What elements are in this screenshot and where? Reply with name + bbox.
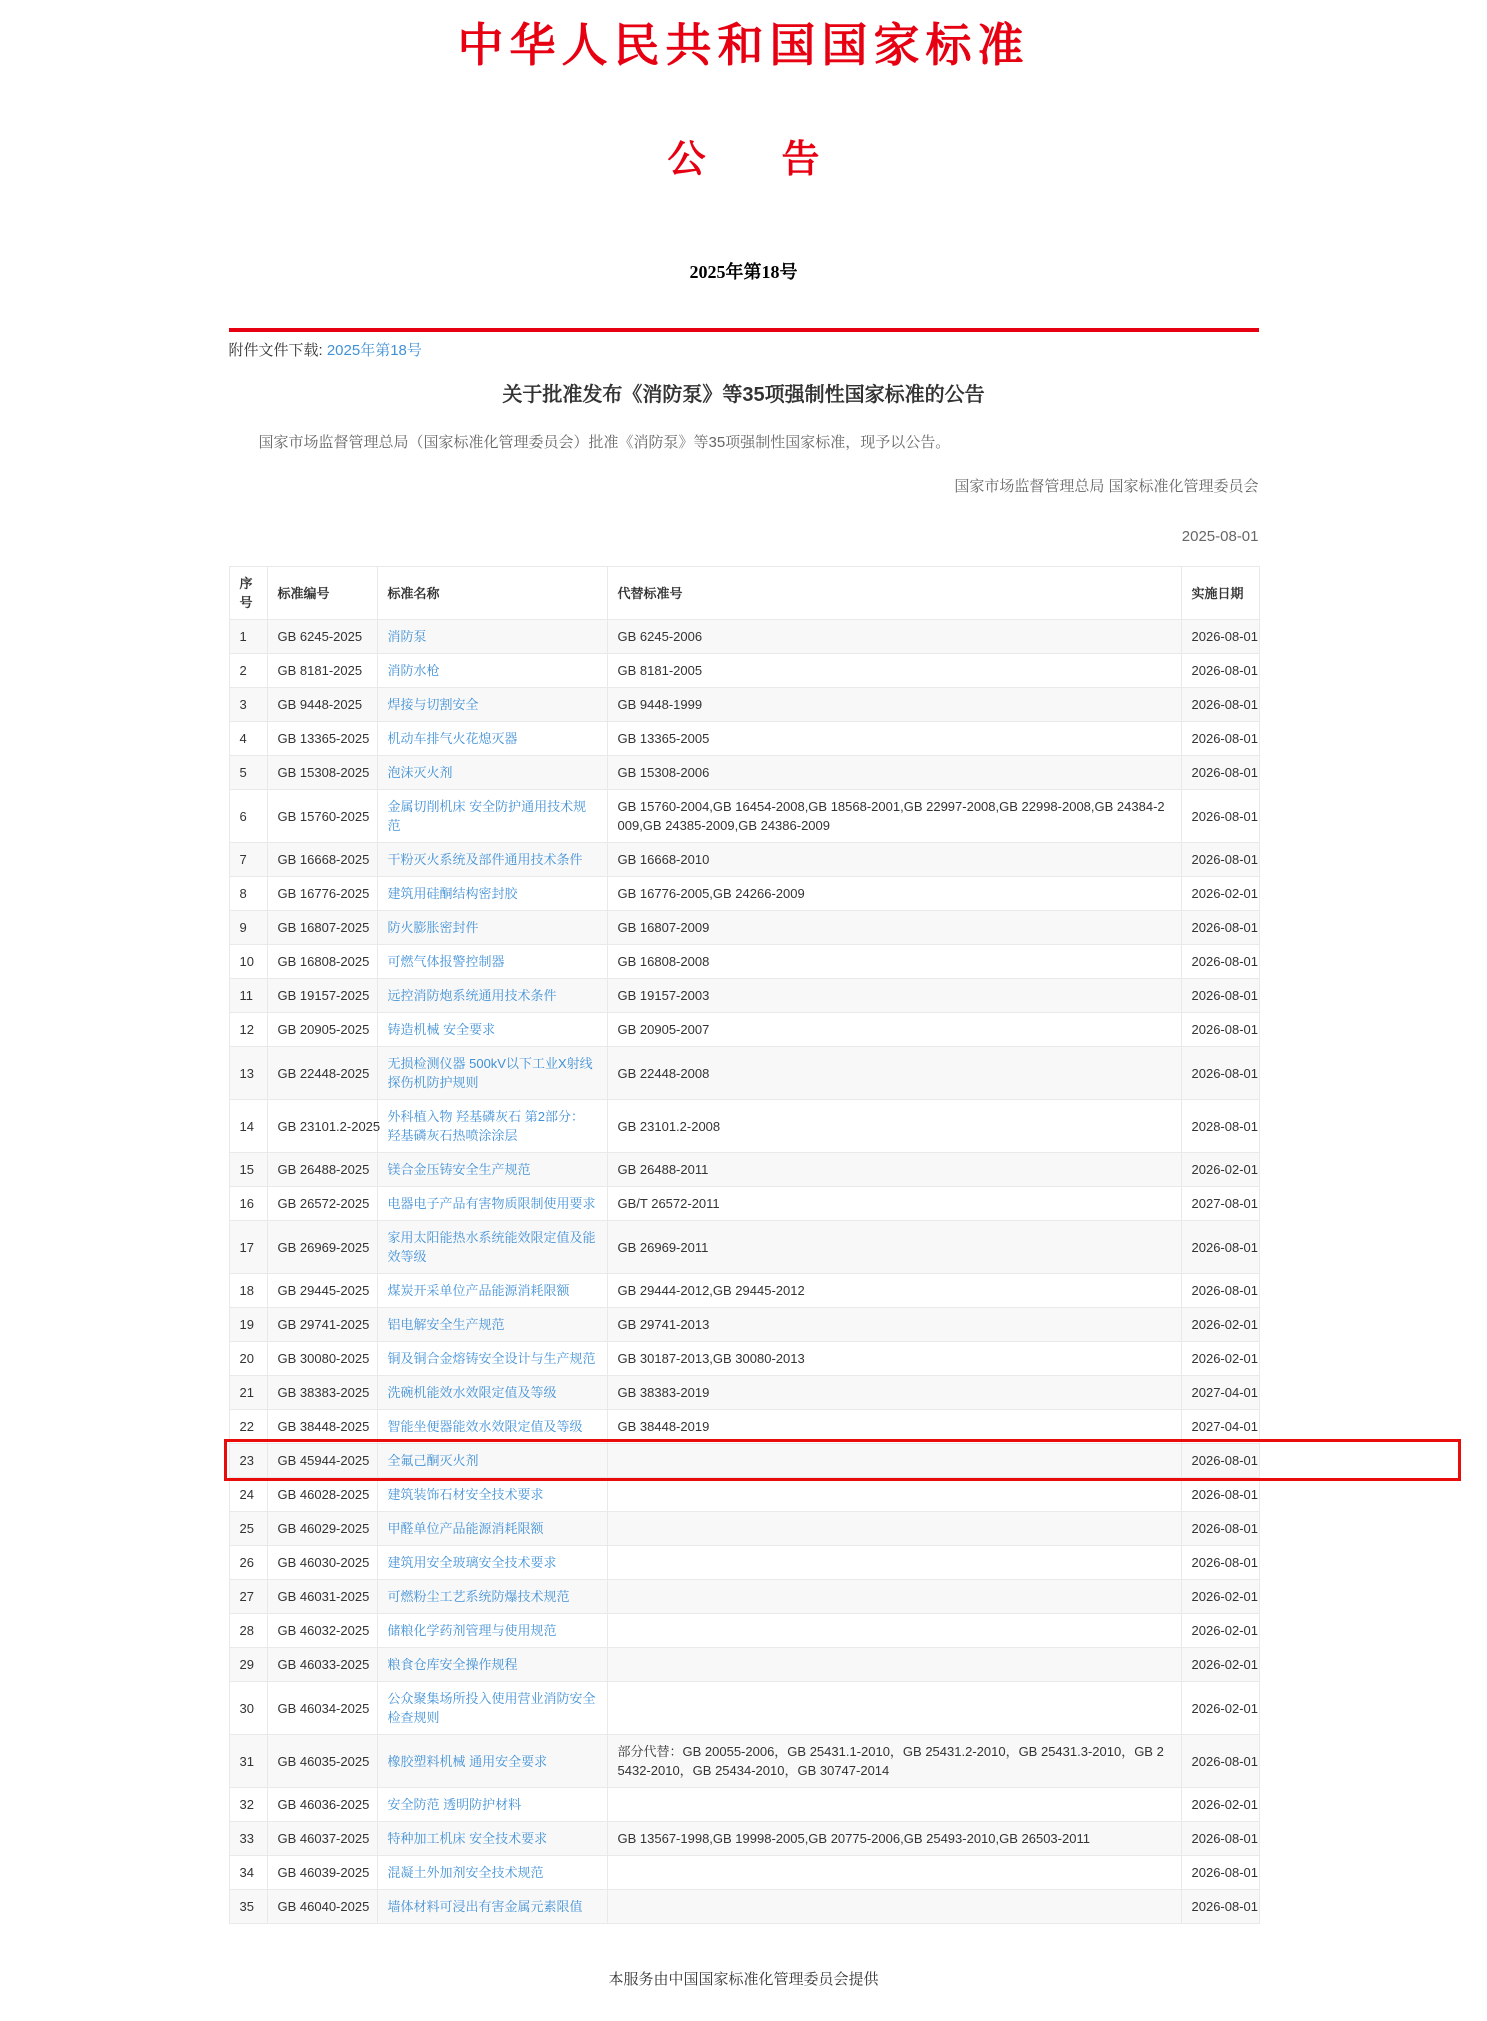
implementation-date: 2027-04-01 bbox=[1181, 1376, 1259, 1410]
replaced-standards bbox=[607, 1512, 1181, 1546]
standard-name-link[interactable]: 铸造机械 安全要求 bbox=[387, 1022, 496, 1037]
standards-table-wrap bbox=[229, 566, 1259, 1924]
table-row bbox=[229, 911, 1259, 945]
table-row bbox=[229, 1376, 1259, 1410]
replaced-standards bbox=[607, 1788, 1181, 1822]
standard-name-cell bbox=[377, 1221, 607, 1274]
standard-name-link[interactable]: 消防水枪 bbox=[387, 663, 440, 678]
standard-name-cell bbox=[377, 620, 607, 654]
replaced-standards: GB 22448-2008 bbox=[607, 1047, 1181, 1100]
table-row bbox=[229, 1512, 1259, 1546]
standard-name-link[interactable]: 铜及铜合金熔铸安全设计与生产规范 bbox=[387, 1351, 596, 1366]
table-row bbox=[229, 1410, 1259, 1444]
standard-code: GB 46033-2025 bbox=[267, 1648, 377, 1682]
replaced-standards bbox=[607, 1890, 1181, 1924]
standard-name-link[interactable]: 建筑用安全玻璃安全技术要求 bbox=[387, 1555, 557, 1570]
row-seq: 12 bbox=[229, 1013, 267, 1047]
table-row bbox=[229, 1614, 1259, 1648]
standard-code: GB 46040-2025 bbox=[267, 1890, 377, 1924]
replaced-standards: GB 20905-2007 bbox=[607, 1013, 1181, 1047]
table-row bbox=[229, 1100, 1259, 1153]
implementation-date: 2026-08-01 bbox=[1181, 1478, 1259, 1512]
standard-name-cell bbox=[377, 1512, 607, 1546]
table-row bbox=[229, 620, 1259, 654]
replaced-standards: GB 26969-2011 bbox=[607, 1221, 1181, 1274]
masthead-title: 中华人民共和国国家标准 bbox=[457, 20, 1030, 71]
replaced-standards: GB 13365-2005 bbox=[607, 722, 1181, 756]
standard-name-cell bbox=[377, 688, 607, 722]
implementation-date: 2026-08-01 bbox=[1181, 722, 1259, 756]
standard-name-link[interactable]: 橡胶塑料机械 通用安全要求 bbox=[387, 1753, 548, 1769]
replaced-standards: GB 16668-2010 bbox=[607, 843, 1181, 877]
replaced-standards: GB 29444-2012,GB 29445-2012 bbox=[607, 1274, 1181, 1308]
table-header-row bbox=[229, 567, 1259, 620]
replaced-standards bbox=[607, 1444, 1181, 1478]
standard-name-cell bbox=[377, 1376, 607, 1410]
row-seq: 21 bbox=[229, 1376, 267, 1410]
row-seq: 33 bbox=[229, 1822, 267, 1856]
attachment-line bbox=[229, 334, 1259, 362]
replaced-standards: 部分代替：GB 20055-2006，GB 25431.1-2010，GB 25431.2-2010，GB 25431.3-2010，GB 25432-2010，GB 25434-2010，GB 30747-2014 bbox=[607, 1735, 1181, 1788]
standard-name-cell bbox=[377, 1308, 607, 1342]
masthead-subtitle: 公 告 bbox=[667, 139, 820, 181]
row-seq: 27 bbox=[229, 1580, 267, 1614]
standard-name-link[interactable]: 安全防范 透明防护材料 bbox=[387, 1797, 522, 1812]
replaced-standards: GB 16808-2008 bbox=[607, 945, 1181, 979]
replaced-standards: GB 16776-2005,GB 24266-2009 bbox=[607, 877, 1181, 911]
implementation-date: 2026-08-01 bbox=[1181, 1822, 1259, 1856]
implementation-date: 2026-08-01 bbox=[1181, 1512, 1259, 1546]
row-seq: 16 bbox=[229, 1187, 267, 1221]
replaced-standards: GB 29741-2013 bbox=[607, 1308, 1181, 1342]
standard-code: GB 20905-2025 bbox=[267, 1013, 377, 1047]
table-row bbox=[229, 722, 1259, 756]
row-seq: 22 bbox=[229, 1410, 267, 1444]
implementation-date: 2026-08-01 bbox=[1181, 1890, 1259, 1924]
standard-name-cell bbox=[377, 1153, 607, 1187]
standard-code: GB 26488-2025 bbox=[267, 1153, 377, 1187]
standard-name-link[interactable]: 智能坐便器能效水效限定值及等级 bbox=[387, 1419, 583, 1434]
row-seq: 32 bbox=[229, 1788, 267, 1822]
table-row bbox=[229, 1856, 1259, 1890]
standard-name-link[interactable]: 储粮化学药剂管理与使用规范 bbox=[387, 1623, 557, 1638]
table-row bbox=[229, 1444, 1259, 1478]
replaced-standards: GB 26488-2011 bbox=[607, 1153, 1181, 1187]
standard-name-link[interactable]: 泡沫灭火剂 bbox=[387, 765, 453, 780]
standard-name-link[interactable]: 家用太阳能热水系统能效限定值及能效等级 bbox=[387, 1230, 596, 1264]
replaced-standards: GB 23101.2-2008 bbox=[607, 1100, 1181, 1153]
standard-name-link[interactable]: 电器电子产品有害物质限制使用要求 bbox=[387, 1196, 596, 1211]
standard-name-link[interactable]: 公众聚集场所投入使用营业消防安全检查规则 bbox=[387, 1691, 596, 1725]
implementation-date: 2026-02-01 bbox=[1181, 1153, 1259, 1187]
implementation-date: 2026-08-01 bbox=[1181, 911, 1259, 945]
masthead bbox=[0, 0, 1487, 282]
replaced-standards bbox=[607, 1580, 1181, 1614]
standard-name-cell bbox=[377, 1735, 607, 1788]
table-row bbox=[229, 1580, 1259, 1614]
implementation-date: 2026-08-01 bbox=[1181, 979, 1259, 1013]
table-row bbox=[229, 1221, 1259, 1274]
implementation-date: 2026-08-01 bbox=[1181, 945, 1259, 979]
table-row bbox=[229, 843, 1259, 877]
table-row bbox=[229, 756, 1259, 790]
standard-code: GB 13365-2025 bbox=[267, 722, 377, 756]
implementation-date: 2026-08-01 bbox=[1181, 1546, 1259, 1580]
footer-text: 本服务由中国国家标准化管理委员会提供 bbox=[608, 1971, 879, 1988]
table-row bbox=[229, 1890, 1259, 1924]
replaced-standards bbox=[607, 1546, 1181, 1580]
standard-name-cell bbox=[377, 756, 607, 790]
replaced-standards bbox=[607, 1614, 1181, 1648]
standard-code: GB 15760-2025 bbox=[267, 790, 377, 843]
table-row bbox=[229, 1546, 1259, 1580]
row-seq: 6 bbox=[229, 790, 267, 843]
standard-code: GB 8181-2025 bbox=[267, 654, 377, 688]
column-header-3: 代替标准号 bbox=[607, 567, 1181, 620]
standard-name-cell bbox=[377, 843, 607, 877]
standard-code: GB 46034-2025 bbox=[267, 1682, 377, 1735]
standard-name-cell bbox=[377, 945, 607, 979]
column-header-4: 实施日期 bbox=[1181, 567, 1259, 620]
replaced-standards: GB 38448-2019 bbox=[607, 1410, 1181, 1444]
table-row bbox=[229, 1187, 1259, 1221]
row-seq: 17 bbox=[229, 1221, 267, 1274]
standard-code: GB 16776-2025 bbox=[267, 877, 377, 911]
table-row bbox=[229, 1153, 1259, 1187]
standard-code: GB 38383-2025 bbox=[267, 1376, 377, 1410]
standard-code: GB 46037-2025 bbox=[267, 1822, 377, 1856]
standard-name-link[interactable]: 可燃粉尘工艺系统防爆技术规范 bbox=[387, 1589, 570, 1604]
implementation-date: 2026-08-01 bbox=[1181, 1274, 1259, 1308]
replaced-standards bbox=[607, 1648, 1181, 1682]
standard-name-cell bbox=[377, 1478, 607, 1512]
table-row bbox=[229, 1013, 1259, 1047]
implementation-date: 2026-02-01 bbox=[1181, 1682, 1259, 1735]
standard-name-link[interactable]: 铝电解安全生产规范 bbox=[387, 1317, 505, 1332]
standard-code: GB 9448-2025 bbox=[267, 688, 377, 722]
row-seq: 29 bbox=[229, 1648, 267, 1682]
row-seq: 8 bbox=[229, 877, 267, 911]
table-row bbox=[229, 1308, 1259, 1342]
announcement-date: 2025-08-01 bbox=[1181, 528, 1259, 545]
row-seq: 18 bbox=[229, 1274, 267, 1308]
replaced-standards: GB 38383-2019 bbox=[607, 1376, 1181, 1410]
row-seq: 24 bbox=[229, 1478, 267, 1512]
column-header-0: 序号 bbox=[229, 567, 267, 620]
implementation-date: 2026-08-01 bbox=[1181, 790, 1259, 843]
implementation-date: 2026-08-01 bbox=[1181, 1221, 1259, 1274]
row-seq: 7 bbox=[229, 843, 267, 877]
standard-name-link[interactable]: 焊接与切割安全 bbox=[387, 697, 479, 712]
attachment-label: 附件文件下载: bbox=[228, 342, 327, 359]
standard-code: GB 6245-2025 bbox=[267, 620, 377, 654]
standard-name-cell bbox=[377, 1444, 607, 1478]
row-seq: 23 bbox=[229, 1444, 267, 1478]
implementation-date: 2027-04-01 bbox=[1181, 1410, 1259, 1444]
standard-name-link[interactable]: 混凝土外加剂安全技术规范 bbox=[387, 1865, 544, 1880]
standard-name-cell bbox=[377, 1614, 607, 1648]
standard-code: GB 16808-2025 bbox=[267, 945, 377, 979]
standard-name-cell bbox=[377, 979, 607, 1013]
standard-code: GB 16807-2025 bbox=[267, 911, 377, 945]
row-seq: 26 bbox=[229, 1546, 267, 1580]
standard-name-link[interactable]: 建筑装饰石材安全技术要求 bbox=[387, 1487, 544, 1502]
standard-name-cell bbox=[377, 1013, 607, 1047]
implementation-date: 2026-02-01 bbox=[1181, 1308, 1259, 1342]
attachment-download-link[interactable]: 2025年第18号 bbox=[326, 342, 422, 359]
standard-name-link[interactable]: 防火膨胀密封件 bbox=[387, 920, 479, 935]
replaced-standards: GB 6245-2006 bbox=[607, 620, 1181, 654]
standard-code: GB 38448-2025 bbox=[267, 1410, 377, 1444]
standard-name-cell bbox=[377, 1410, 607, 1444]
implementation-date: 2026-08-01 bbox=[1181, 1444, 1259, 1478]
implementation-date: 2026-02-01 bbox=[1181, 877, 1259, 911]
replaced-standards: GB 15760-2004,GB 16454-2008,GB 18568-2001,GB 22997-2008,GB 22998-2008,GB 24384-2009,GB 24385-2009,GB 24386-2009 bbox=[607, 790, 1181, 843]
standard-name-cell bbox=[377, 1546, 607, 1580]
standard-code: GB 46029-2025 bbox=[267, 1512, 377, 1546]
standard-name-cell bbox=[377, 877, 607, 911]
table-row bbox=[229, 688, 1259, 722]
standard-name-cell bbox=[377, 654, 607, 688]
table-row bbox=[229, 1648, 1259, 1682]
replaced-standards: GB 15308-2006 bbox=[607, 756, 1181, 790]
row-seq: 1 bbox=[229, 620, 267, 654]
implementation-date: 2026-08-01 bbox=[1181, 756, 1259, 790]
row-seq: 35 bbox=[229, 1890, 267, 1924]
row-seq: 25 bbox=[229, 1512, 267, 1546]
standard-name-link[interactable]: 墙体材料可浸出有害金属元素限值 bbox=[387, 1899, 583, 1914]
table-row bbox=[229, 1735, 1259, 1788]
standards-table-body bbox=[229, 620, 1259, 1924]
issue-number: 2025年第18号 bbox=[689, 262, 798, 282]
table-row bbox=[229, 1822, 1259, 1856]
standard-code: GB 46036-2025 bbox=[267, 1788, 377, 1822]
standard-code: GB 46030-2025 bbox=[267, 1546, 377, 1580]
standard-name-cell bbox=[377, 1788, 607, 1822]
standard-name-cell bbox=[377, 1890, 607, 1924]
implementation-date: 2028-08-01 bbox=[1181, 1100, 1259, 1153]
table-row bbox=[229, 1047, 1259, 1100]
implementation-date: 2026-08-01 bbox=[1181, 1047, 1259, 1100]
row-seq: 9 bbox=[229, 911, 267, 945]
replaced-standards: GB/T 26572-2011 bbox=[607, 1187, 1181, 1221]
standard-name-cell bbox=[377, 911, 607, 945]
table-row bbox=[229, 1274, 1259, 1308]
replaced-standards: GB 9448-1999 bbox=[607, 688, 1181, 722]
announcement-signer: 国家市场监督管理总局 国家标准化管理委员会 bbox=[954, 478, 1259, 495]
standard-code: GB 26969-2025 bbox=[267, 1221, 377, 1274]
standard-code: GB 46031-2025 bbox=[267, 1580, 377, 1614]
standard-name-cell bbox=[377, 1047, 607, 1100]
row-seq: 14 bbox=[229, 1100, 267, 1153]
standard-code: GB 29741-2025 bbox=[267, 1308, 377, 1342]
standard-name-link[interactable]: 建筑用硅酮结构密封胶 bbox=[387, 886, 518, 901]
standard-name-cell bbox=[377, 1342, 607, 1376]
implementation-date: 2026-08-01 bbox=[1181, 688, 1259, 722]
standard-name-link[interactable]: 粮食仓库安全操作规程 bbox=[387, 1657, 518, 1672]
implementation-date: 2027-08-01 bbox=[1181, 1187, 1259, 1221]
red-divider-rule bbox=[229, 328, 1259, 332]
replaced-standards: GB 30187-2013,GB 30080-2013 bbox=[607, 1342, 1181, 1376]
standard-code: GB 46039-2025 bbox=[267, 1856, 377, 1890]
row-seq: 15 bbox=[229, 1153, 267, 1187]
standard-code: GB 45944-2025 bbox=[267, 1444, 377, 1478]
standards-table bbox=[229, 566, 1260, 1924]
standard-name-link[interactable]: 机动车排气火花熄灭器 bbox=[387, 731, 518, 746]
row-seq: 4 bbox=[229, 722, 267, 756]
row-seq: 31 bbox=[229, 1735, 267, 1788]
standard-name-link[interactable]: 煤炭开采单位产品能源消耗限额 bbox=[387, 1283, 570, 1298]
implementation-date: 2026-08-01 bbox=[1181, 1013, 1259, 1047]
implementation-date: 2026-02-01 bbox=[1181, 1788, 1259, 1822]
implementation-date: 2026-02-01 bbox=[1181, 1580, 1259, 1614]
implementation-date: 2026-02-01 bbox=[1181, 1614, 1259, 1648]
announcement-body: 国家市场监督管理总局（国家标准化管理委员会）批准《消防泵》等35项强制性国家标准，现予以公告。 bbox=[258, 434, 951, 451]
column-header-1: 标准编号 bbox=[267, 567, 377, 620]
standard-name-link[interactable]: 可燃气体报警控制器 bbox=[387, 954, 505, 969]
row-seq: 34 bbox=[229, 1856, 267, 1890]
standard-name-link[interactable]: 全氟己酮灭火剂 bbox=[387, 1453, 479, 1468]
replaced-standards: GB 16807-2009 bbox=[607, 911, 1181, 945]
replaced-standards bbox=[607, 1856, 1181, 1890]
standard-code: GB 46032-2025 bbox=[267, 1614, 377, 1648]
standard-code: GB 30080-2025 bbox=[267, 1342, 377, 1376]
replaced-standards bbox=[607, 1478, 1181, 1512]
standard-name-cell bbox=[377, 1100, 607, 1153]
row-seq: 3 bbox=[229, 688, 267, 722]
standard-code: GB 26572-2025 bbox=[267, 1187, 377, 1221]
implementation-date: 2026-08-01 bbox=[1181, 620, 1259, 654]
table-row bbox=[229, 1342, 1259, 1376]
row-seq: 5 bbox=[229, 756, 267, 790]
table-row bbox=[229, 1478, 1259, 1512]
standard-name-cell bbox=[377, 1648, 607, 1682]
standard-code: GB 46028-2025 bbox=[267, 1478, 377, 1512]
standard-name-link[interactable]: 洗碗机能效水效限定值及等级 bbox=[387, 1385, 557, 1400]
standard-name-link[interactable]: 消防泵 bbox=[387, 629, 427, 644]
standard-name-link[interactable]: 干粉灭火系统及部件通用技术条件 bbox=[387, 852, 583, 867]
standard-code: GB 22448-2025 bbox=[267, 1047, 377, 1100]
row-seq: 28 bbox=[229, 1614, 267, 1648]
table-row bbox=[229, 877, 1259, 911]
implementation-date: 2026-08-01 bbox=[1181, 654, 1259, 688]
standard-name-link[interactable]: 外科植入物 羟基磷灰石 第2部分：羟基磷灰石热喷涂涂层 bbox=[387, 1109, 584, 1143]
standard-name-link[interactable]: 特种加工机床 安全技术要求 bbox=[387, 1831, 548, 1846]
standard-code: GB 46035-2025 bbox=[267, 1735, 377, 1788]
standard-name-cell bbox=[377, 790, 607, 843]
standard-code: GB 29445-2025 bbox=[267, 1274, 377, 1308]
implementation-date: 2026-08-01 bbox=[1181, 843, 1259, 877]
table-row bbox=[229, 979, 1259, 1013]
standard-name-link[interactable]: 甲醛单位产品能源消耗限额 bbox=[387, 1521, 544, 1536]
standard-name-link[interactable]: 金属切削机床 安全防护通用技术规范 bbox=[387, 799, 587, 833]
table-row bbox=[229, 945, 1259, 979]
row-seq: 20 bbox=[229, 1342, 267, 1376]
standard-code: GB 15308-2025 bbox=[267, 756, 377, 790]
table-row bbox=[229, 790, 1259, 843]
replaced-standards bbox=[607, 1682, 1181, 1735]
table-row bbox=[229, 1682, 1259, 1735]
standard-name-cell bbox=[377, 1822, 607, 1856]
standard-code: GB 19157-2025 bbox=[267, 979, 377, 1013]
implementation-date: 2026-02-01 bbox=[1181, 1648, 1259, 1682]
table-row bbox=[229, 654, 1259, 688]
implementation-date: 2026-02-01 bbox=[1181, 1342, 1259, 1376]
column-header-2: 标准名称 bbox=[377, 567, 607, 620]
row-seq: 11 bbox=[229, 979, 267, 1013]
standard-name-link[interactable]: 远控消防炮系统通用技术条件 bbox=[387, 988, 557, 1003]
standard-code: GB 23101.2-2025 bbox=[267, 1100, 377, 1153]
replaced-standards: GB 13567-1998,GB 19998-2005,GB 20775-2006,GB 25493-2010,GB 26503-2011 bbox=[607, 1822, 1181, 1856]
standard-code: GB 16668-2025 bbox=[267, 843, 377, 877]
row-seq: 13 bbox=[229, 1047, 267, 1100]
standard-name-cell bbox=[377, 1187, 607, 1221]
standard-name-cell bbox=[377, 1274, 607, 1308]
standard-name-cell bbox=[377, 722, 607, 756]
replaced-standards: GB 8181-2005 bbox=[607, 654, 1181, 688]
standard-name-cell bbox=[377, 1580, 607, 1614]
announcement-title: 关于批准发布《消防泵》等35项强制性国家标准的公告 bbox=[502, 384, 985, 406]
table-row bbox=[229, 1788, 1259, 1822]
standard-name-cell bbox=[377, 1682, 607, 1735]
row-seq: 2 bbox=[229, 654, 267, 688]
row-seq: 10 bbox=[229, 945, 267, 979]
implementation-date: 2026-08-01 bbox=[1181, 1856, 1259, 1890]
standard-name-link[interactable]: 无损检测仪器 500kV以下工业X射线探伤机防护规则 bbox=[387, 1056, 593, 1090]
replaced-standards: GB 19157-2003 bbox=[607, 979, 1181, 1013]
implementation-date: 2026-08-01 bbox=[1181, 1735, 1259, 1788]
standard-name-cell bbox=[377, 1856, 607, 1890]
row-seq: 19 bbox=[229, 1308, 267, 1342]
standard-name-link[interactable]: 镁合金压铸安全生产规范 bbox=[387, 1162, 531, 1177]
row-seq: 30 bbox=[229, 1682, 267, 1735]
